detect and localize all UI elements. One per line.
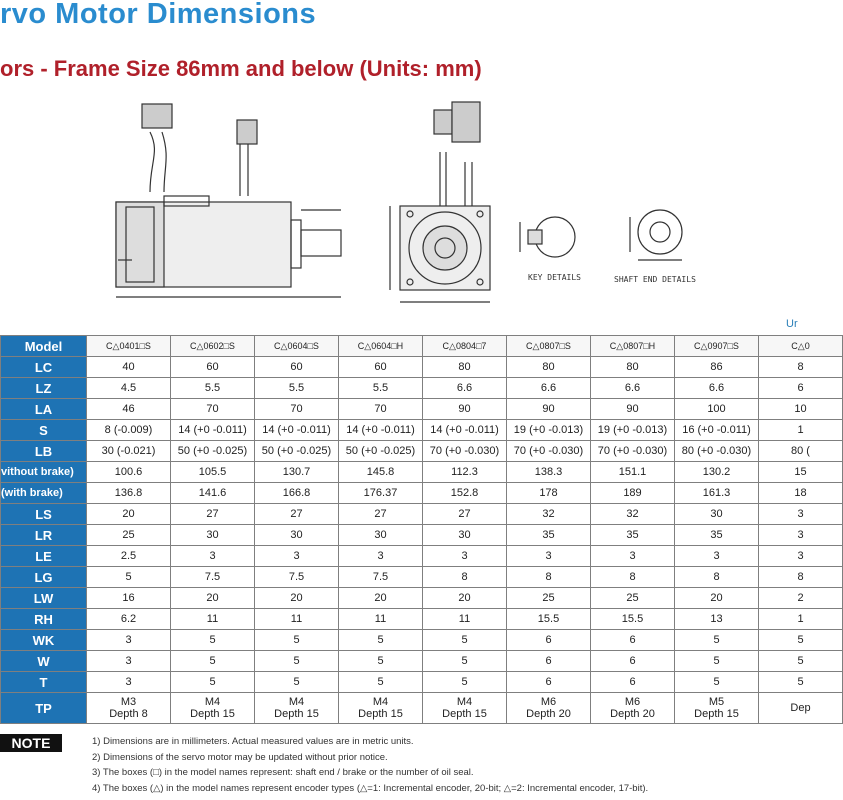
table-cell: 60 — [339, 357, 423, 378]
table-cell: 80 — [507, 357, 591, 378]
tp-line: Depth 8 — [109, 708, 148, 720]
motor-dimension-drawings — [0, 92, 800, 322]
table-row — [1, 672, 843, 693]
table-cell: 80 — [591, 357, 675, 378]
table-cell — [675, 693, 759, 724]
table-cell: 27 — [423, 504, 507, 525]
row-label: S — [1, 420, 87, 441]
table-cell: 6 — [591, 651, 675, 672]
table-cell: 80 (+0 -0.030) — [675, 441, 759, 462]
row-label: W — [1, 651, 87, 672]
tp-line: Depth 15 — [694, 708, 739, 720]
table-cell: 176.37 — [339, 483, 423, 504]
table-cell: 5 — [759, 651, 843, 672]
tp-line: Depth 15 — [442, 708, 487, 720]
table-cell: 25 — [507, 588, 591, 609]
tp-line: Depth 15 — [274, 708, 319, 720]
table-row — [1, 420, 843, 441]
table-cell — [759, 693, 843, 724]
table-cell: 5 — [339, 651, 423, 672]
table-cell: 3 — [87, 651, 171, 672]
table-cell: 6.6 — [675, 378, 759, 399]
row-label: (with brake) — [1, 483, 87, 504]
row-label: LG — [1, 567, 87, 588]
table-cell: 90 — [507, 399, 591, 420]
table-cell: 25 — [591, 588, 675, 609]
table-cell: 1 — [759, 609, 843, 630]
table-cell: 3 — [339, 546, 423, 567]
table-cell: 5 — [675, 651, 759, 672]
table-cell: 1 — [759, 420, 843, 441]
table-cell: 70 (+0 -0.030) — [507, 441, 591, 462]
table-cell: 15.5 — [591, 609, 675, 630]
row-label: T — [1, 672, 87, 693]
shaft-end-details-label: SHAFT END DETAILS — [614, 275, 696, 284]
model-name-cell: C△0807□H — [591, 336, 675, 357]
table-cell — [423, 693, 507, 724]
table-cell: 6.6 — [423, 378, 507, 399]
table-cell: 2.5 — [87, 546, 171, 567]
table-cell: 50 (+0 -0.025) — [339, 441, 423, 462]
table-cell: 18 — [759, 483, 843, 504]
model-name-cell: C△0604□H — [339, 336, 423, 357]
row-label: LE — [1, 546, 87, 567]
table-row — [1, 399, 843, 420]
table-cell: 3 — [255, 546, 339, 567]
table-cell: 6.6 — [507, 378, 591, 399]
table-cell: 178 — [507, 483, 591, 504]
table-cell: 30 — [171, 525, 255, 546]
row-label: LB — [1, 441, 87, 462]
table-cell: 7.5 — [255, 567, 339, 588]
table-cell: 5 — [675, 630, 759, 651]
table-cell: 5.5 — [255, 378, 339, 399]
table-cell: 151.1 — [591, 462, 675, 483]
table-cell: 8 — [507, 567, 591, 588]
table-cell: 5.5 — [171, 378, 255, 399]
table-cell: 5 — [255, 651, 339, 672]
page-title: rvo Motor Dimensions — [0, 0, 317, 30]
table-cell: 6 — [591, 630, 675, 651]
row-label: LW — [1, 588, 87, 609]
table-cell: 166.8 — [255, 483, 339, 504]
table-cell: 80 — [423, 357, 507, 378]
table-cell: 3 — [759, 546, 843, 567]
table-cell: 2 — [759, 588, 843, 609]
table-cell: 11 — [339, 609, 423, 630]
table-cell: 8 — [423, 567, 507, 588]
table-cell: 3 — [759, 525, 843, 546]
table-cell: 27 — [255, 504, 339, 525]
table-cell: 70 (+0 -0.030) — [423, 441, 507, 462]
table-cell: 100 — [675, 399, 759, 420]
table-cell: 5 — [255, 630, 339, 651]
table-cell: 3 — [675, 546, 759, 567]
shaft-end-details-drawing — [630, 210, 682, 260]
table-cell: 50 (+0 -0.025) — [171, 441, 255, 462]
table-cell: 15 — [759, 462, 843, 483]
tp-line: Depth 20 — [526, 708, 571, 720]
model-name-cell: C△0804□7 — [423, 336, 507, 357]
table-row — [1, 441, 843, 462]
table-cell: 20 — [87, 504, 171, 525]
units-label: Ur — [786, 318, 798, 330]
table-cell — [171, 693, 255, 724]
table-cell: 6 — [759, 378, 843, 399]
table-cell: 14 (+0 -0.011) — [255, 420, 339, 441]
table-cell: 5 — [255, 672, 339, 693]
table-cell: 14 (+0 -0.011) — [423, 420, 507, 441]
tp-line: M6 — [624, 696, 641, 708]
table-cell: 3 — [87, 630, 171, 651]
table-cell: 5 — [759, 672, 843, 693]
table-cell: 35 — [507, 525, 591, 546]
table-cell: 20 — [423, 588, 507, 609]
table-cell: 25 — [87, 525, 171, 546]
table-cell: 50 (+0 -0.025) — [255, 441, 339, 462]
table-cell: 3 — [507, 546, 591, 567]
tp-line: Dep — [790, 702, 811, 714]
row-label: LC — [1, 357, 87, 378]
table-row — [1, 483, 843, 504]
table-cell: 5.5 — [339, 378, 423, 399]
tp-line: M4 — [288, 696, 305, 708]
table-cell: 136.8 — [87, 483, 171, 504]
dimensions-table-body — [1, 357, 843, 724]
note-line: 1) Dimensions are in millimeters. Actual measured values are in metric units. — [92, 736, 414, 747]
table-cell: 30 — [675, 504, 759, 525]
table-cell: 70 — [171, 399, 255, 420]
table-cell: 3 — [591, 546, 675, 567]
table-cell: 30 — [255, 525, 339, 546]
table-cell: 13 — [675, 609, 759, 630]
table-cell: 5 — [423, 630, 507, 651]
table-cell: 20 — [675, 588, 759, 609]
table-cell: 5 — [339, 672, 423, 693]
table-cell: 141.6 — [171, 483, 255, 504]
motor-front-view — [390, 102, 490, 302]
tp-line: Depth 15 — [358, 708, 403, 720]
motor-side-view — [116, 104, 341, 297]
table-row — [1, 651, 843, 672]
table-cell: 35 — [591, 525, 675, 546]
table-cell: 40 — [87, 357, 171, 378]
table-cell: 8 — [591, 567, 675, 588]
table-cell — [591, 693, 675, 724]
row-label: WK — [1, 630, 87, 651]
row-label: LA — [1, 399, 87, 420]
key-details-drawing — [520, 217, 575, 257]
table-cell: 19 (+0 -0.013) — [507, 420, 591, 441]
table-row — [1, 546, 843, 567]
key-details-label: KEY DETAILS — [528, 273, 581, 282]
table-cell: 145.8 — [339, 462, 423, 483]
table-cell: 105.5 — [171, 462, 255, 483]
tp-line: Depth 15 — [190, 708, 235, 720]
table-cell: 10 — [759, 399, 843, 420]
table-cell: 19 (+0 -0.013) — [591, 420, 675, 441]
table-cell: 70 (+0 -0.030) — [591, 441, 675, 462]
table-row — [1, 609, 843, 630]
note-line: 2) Dimensions of the servo motor may be updated without prior notice. — [92, 751, 388, 763]
note-line: 4) The boxes (△) in the model names represent encoder types (△=1: Incremental encoder, 20-bit; △=2: Incremental encoder, 17-bit). — [92, 782, 649, 794]
table-cell: 112.3 — [423, 462, 507, 483]
table-cell: 100.6 — [87, 462, 171, 483]
table-cell: 6.2 — [87, 609, 171, 630]
table-cell: 32 — [591, 504, 675, 525]
table-cell: 5 — [675, 672, 759, 693]
table-cell: 5 — [171, 651, 255, 672]
row-label: vithout brake) — [1, 462, 87, 483]
table-cell: 15.5 — [507, 609, 591, 630]
model-name-cell: C△0807□S — [507, 336, 591, 357]
table-cell: 46 — [87, 399, 171, 420]
table-cell: 6 — [507, 651, 591, 672]
table-cell: 3 — [423, 546, 507, 567]
table-cell: 20 — [255, 588, 339, 609]
tp-line: M4 — [372, 696, 389, 708]
row-label: LZ — [1, 378, 87, 399]
model-name-cell: C△0604□S — [255, 336, 339, 357]
table-cell: 3 — [759, 504, 843, 525]
table-cell: 6.6 — [591, 378, 675, 399]
table-cell: 5 — [339, 630, 423, 651]
table-cell: 16 — [87, 588, 171, 609]
table-cell: 6 — [507, 672, 591, 693]
tp-line: M4 — [204, 696, 221, 708]
table-cell: 130.7 — [255, 462, 339, 483]
table-cell: 32 — [507, 504, 591, 525]
table-cell: 5 — [759, 630, 843, 651]
table-cell: 30 (-0.021) — [87, 441, 171, 462]
table-cell: 14 (+0 -0.011) — [171, 420, 255, 441]
table-cell: 60 — [171, 357, 255, 378]
table-cell: 6 — [507, 630, 591, 651]
note-badge: NOTE — [0, 734, 62, 752]
row-label: RH — [1, 609, 87, 630]
table-cell — [87, 693, 171, 724]
table-cell — [507, 693, 591, 724]
table-cell: 11 — [423, 609, 507, 630]
table-row — [1, 462, 843, 483]
tp-line: M5 — [708, 696, 725, 708]
table-cell: 8 — [759, 567, 843, 588]
table-cell: 8 — [759, 357, 843, 378]
tp-line: Depth 20 — [610, 708, 655, 720]
model-header: Model — [1, 336, 87, 357]
table-row — [1, 630, 843, 651]
table-cell: 11 — [255, 609, 339, 630]
table-cell: 70 — [255, 399, 339, 420]
table-cell: 30 — [339, 525, 423, 546]
table-row — [1, 378, 843, 399]
table-cell: 7.5 — [339, 567, 423, 588]
table-cell: 70 — [339, 399, 423, 420]
table-cell: 130.2 — [675, 462, 759, 483]
row-label: LR — [1, 525, 87, 546]
table-cell: 4.5 — [87, 378, 171, 399]
table-cell: 16 (+0 -0.011) — [675, 420, 759, 441]
table-cell: 6 — [591, 672, 675, 693]
note-line: 3) The boxes (□) in the model names represent: shaft end / brake or the number of oil seal. — [92, 767, 474, 778]
table-cell: 90 — [591, 399, 675, 420]
table-cell: 11 — [171, 609, 255, 630]
model-name-cell: C△0401□S — [87, 336, 171, 357]
row-label: TP — [1, 693, 87, 724]
table-cell: 60 — [255, 357, 339, 378]
table-cell: 138.3 — [507, 462, 591, 483]
table-cell: 3 — [87, 672, 171, 693]
table-cell: 27 — [339, 504, 423, 525]
notes-list — [92, 734, 792, 796]
table-cell: 5 — [171, 630, 255, 651]
table-cell: 5 — [87, 567, 171, 588]
tp-line: M6 — [540, 696, 557, 708]
table-cell: 152.8 — [423, 483, 507, 504]
table-cell: 86 — [675, 357, 759, 378]
table-cell: 5 — [423, 651, 507, 672]
table-cell: 20 — [339, 588, 423, 609]
table-header-row — [1, 336, 843, 357]
table-row — [1, 567, 843, 588]
table-cell: 8 — [675, 567, 759, 588]
table-cell: 161.3 — [675, 483, 759, 504]
table-cell — [255, 693, 339, 724]
table-cell: 20 — [171, 588, 255, 609]
table-cell: 90 — [423, 399, 507, 420]
table-cell: 35 — [675, 525, 759, 546]
table-row — [1, 588, 843, 609]
table-row — [1, 693, 843, 724]
model-name-cell: C△0907□S — [675, 336, 759, 357]
tp-line: M4 — [456, 696, 473, 708]
table-cell: 14 (+0 -0.011) — [339, 420, 423, 441]
table-cell: 5 — [423, 672, 507, 693]
dimensions-table — [0, 335, 843, 724]
table-row — [1, 504, 843, 525]
table-cell — [339, 693, 423, 724]
table-cell: 5 — [171, 672, 255, 693]
table-row — [1, 525, 843, 546]
row-label: LS — [1, 504, 87, 525]
model-name-cell: C△0 — [759, 336, 843, 357]
table-cell: 30 — [423, 525, 507, 546]
table-cell: 27 — [171, 504, 255, 525]
table-row — [1, 357, 843, 378]
model-name-cell: C△0602□S — [171, 336, 255, 357]
page-subtitle: ors - Frame Size 86mm and below (Units: mm) — [0, 56, 482, 81]
table-cell: 3 — [171, 546, 255, 567]
table-cell: 189 — [591, 483, 675, 504]
table-cell: 80 ( — [759, 441, 843, 462]
table-cell: 7.5 — [171, 567, 255, 588]
tp-line: M3 — [120, 696, 137, 708]
table-cell: 8 (-0.009) — [87, 420, 171, 441]
